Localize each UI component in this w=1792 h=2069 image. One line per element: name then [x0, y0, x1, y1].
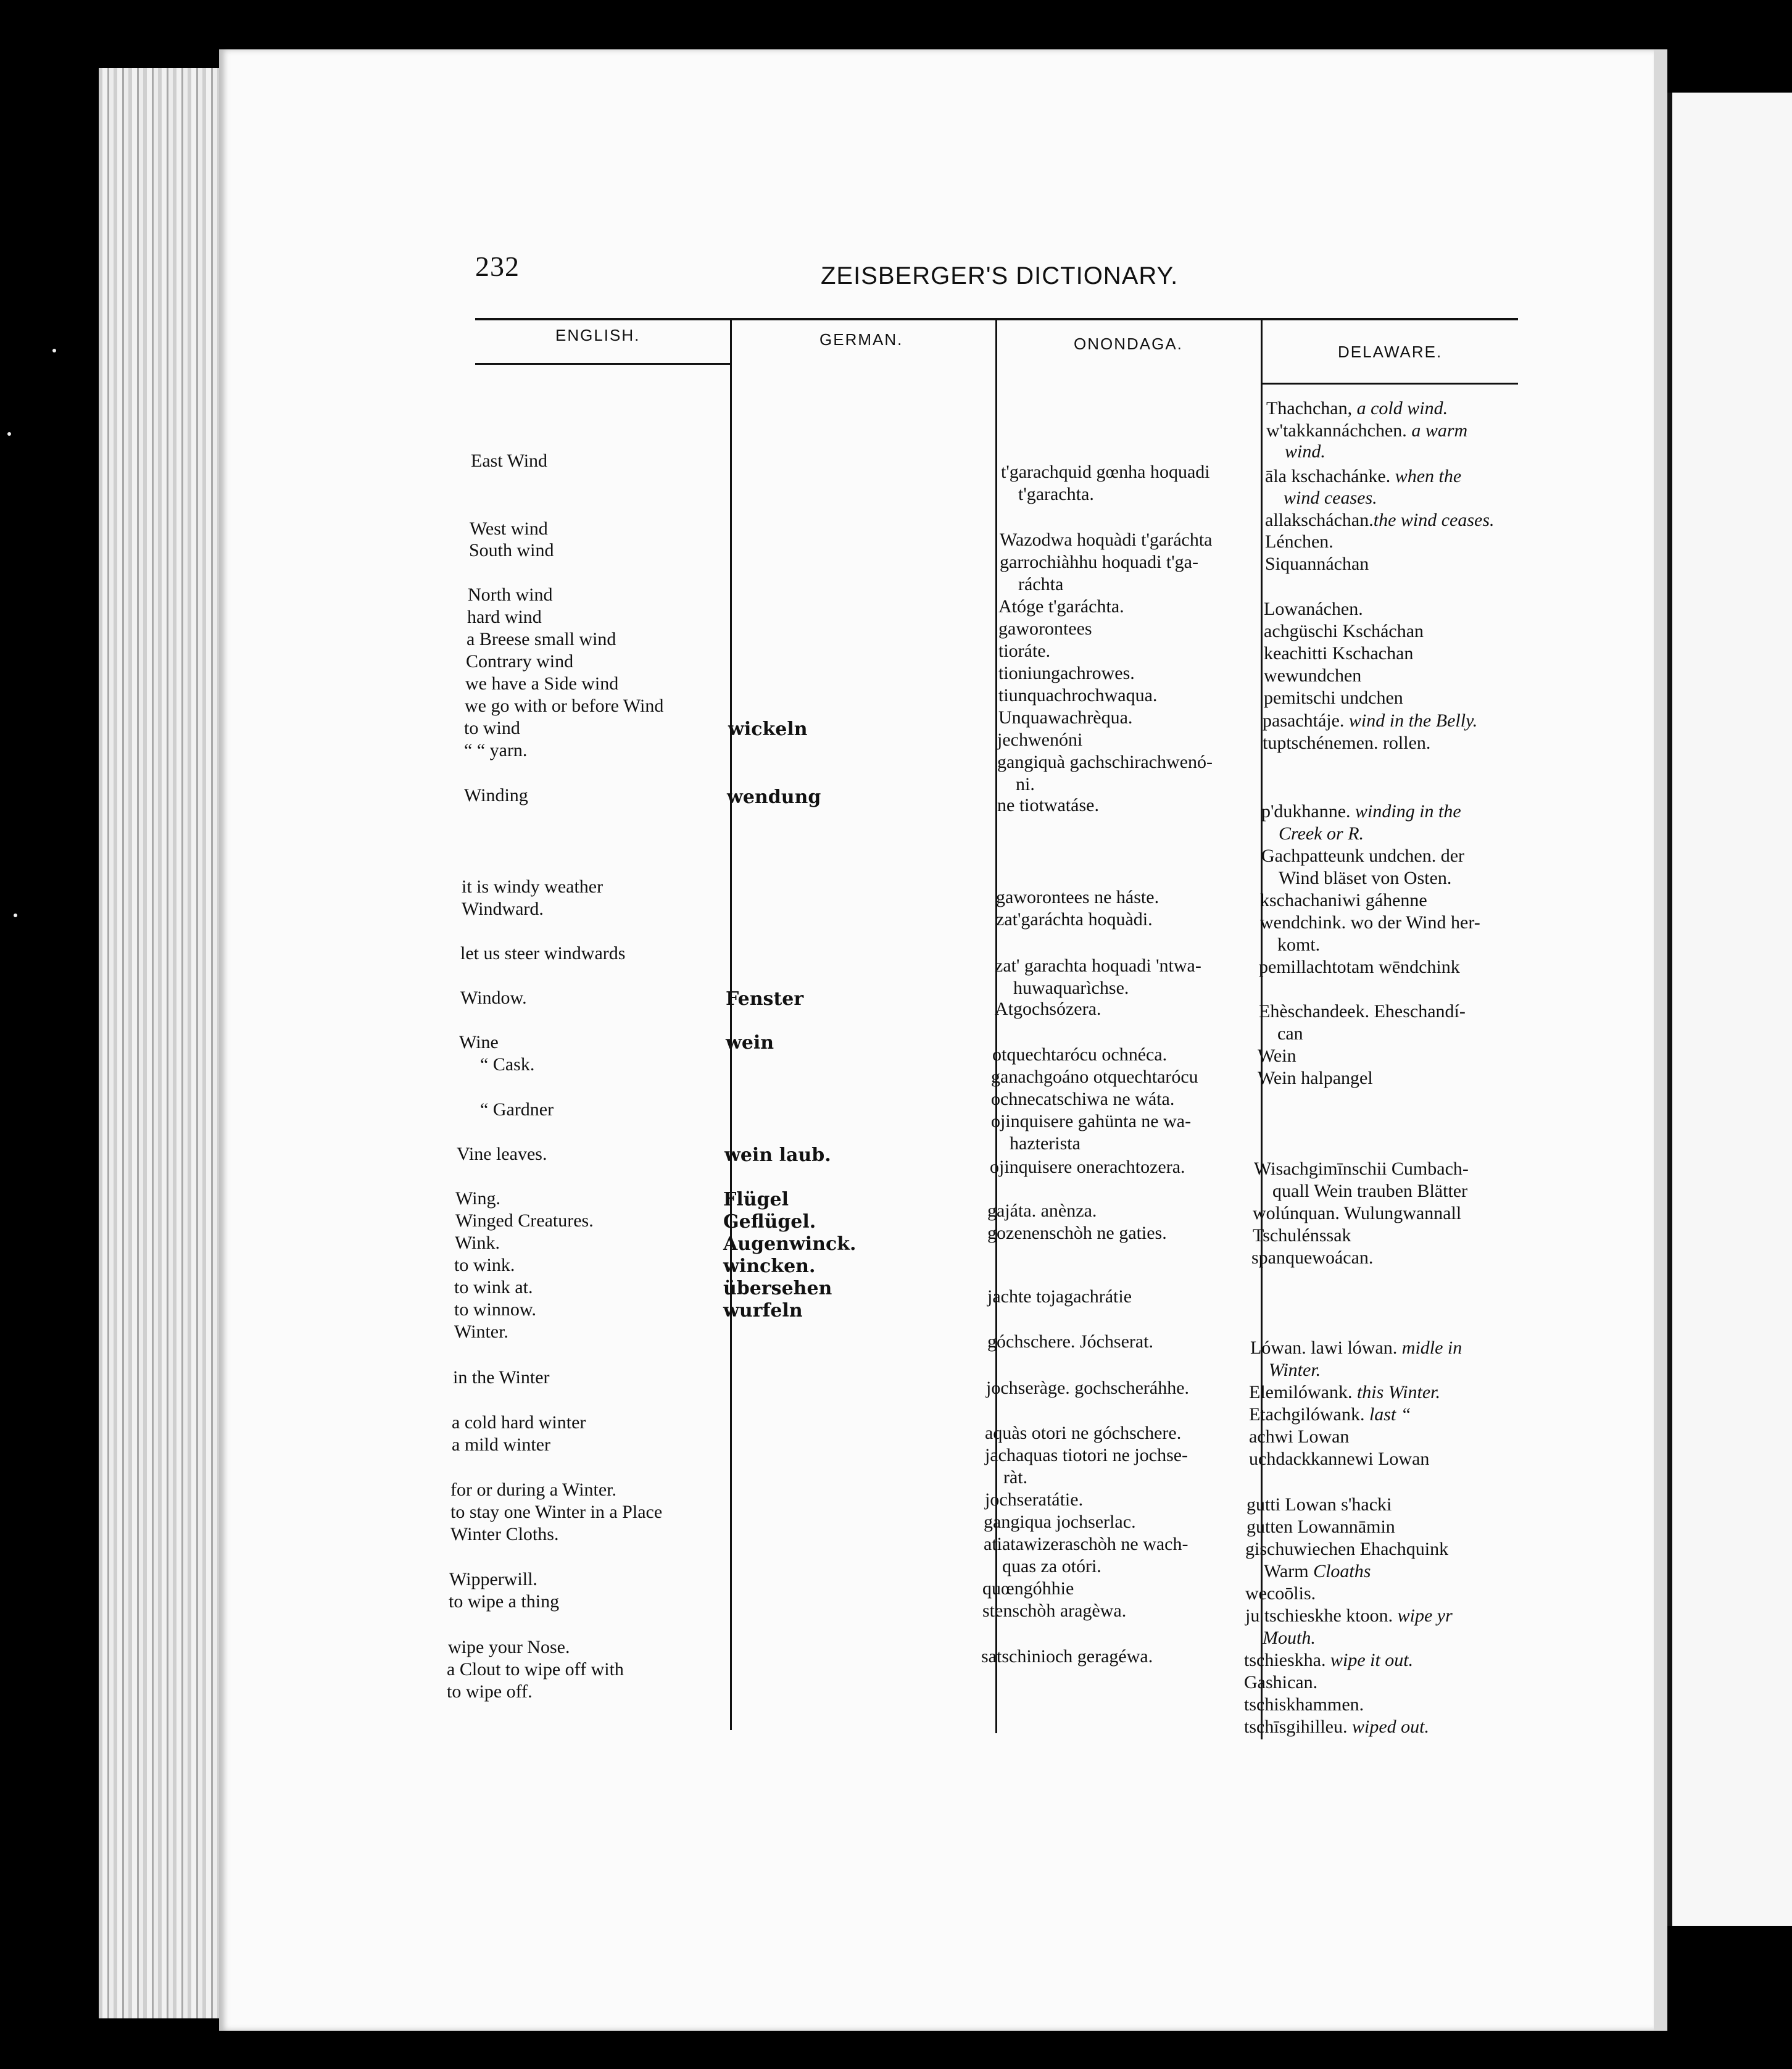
- onondaga-entry: ojinquisere gahünta ne wa-: [991, 1111, 1192, 1131]
- delaware-entry: gutti Lowan s'hacki: [1247, 1494, 1392, 1515]
- delaware-entry: Gashican.: [1244, 1672, 1318, 1692]
- delaware-entry: āla kschachánke. when the: [1265, 466, 1462, 486]
- english-entry: to stay one Winter in a Place: [450, 1502, 663, 1522]
- onondaga-entry: jochseratátie.: [985, 1489, 1084, 1510]
- english-entry: a Clout to wipe off with: [447, 1659, 624, 1680]
- onondaga-entry: tioráte.: [998, 641, 1051, 661]
- delaware-entry: tschīsgihilleu. wiped out.: [1244, 1717, 1429, 1737]
- german-entry: übersehen: [723, 1278, 832, 1299]
- onondaga-entry: t'garachta.: [1018, 484, 1094, 504]
- onondaga-entry: garrochiàhhu hoquadi t'ga-: [1000, 552, 1198, 572]
- delaware-entry: tschieskha. wipe it out.: [1244, 1650, 1414, 1670]
- onondaga-entry: ràt.: [1003, 1467, 1028, 1488]
- onondaga-entry: jechwenóni: [997, 730, 1083, 750]
- onondaga-entry: gozenenschòh ne gaties.: [987, 1223, 1167, 1243]
- onondaga-entry: ne tiotwatáse.: [997, 795, 1099, 815]
- english-entry: a mild winter: [452, 1434, 550, 1455]
- onondaga-entry: ráchta: [1018, 574, 1064, 594]
- delaware-entry: Lowanáchen.: [1264, 599, 1363, 619]
- german-entry: wendung: [727, 786, 821, 808]
- delaware-entry: Etachgilówank. last “: [1249, 1404, 1411, 1425]
- english-entry: South wind: [469, 540, 554, 560]
- german-entry: wurfeln: [723, 1300, 803, 1322]
- delaware-entry: Lénchen.: [1265, 531, 1334, 552]
- running-title: ZEISBERGER'S DICTIONARY.: [821, 262, 1179, 289]
- onondaga-entry: góchschere. Jóchserat.: [987, 1331, 1154, 1352]
- onondaga-entry: jachaquas tiotori ne jochse-: [985, 1445, 1188, 1465]
- english-entry: a Breese small wind: [467, 629, 616, 649]
- delaware-entry: Mouth.: [1263, 1628, 1316, 1648]
- delaware-entry: can: [1277, 1023, 1303, 1044]
- onondaga-entry: aquàs otori ne góchschere.: [985, 1423, 1182, 1443]
- english-entry: for or during a Winter.: [450, 1480, 617, 1500]
- onondaga-entry: zat' garachta hoquadi 'ntwa-: [995, 955, 1201, 976]
- german-entry: Augenwinck.: [723, 1233, 857, 1255]
- english-entry: let us steer windwards: [460, 943, 626, 964]
- onondaga-entry: ni.: [1016, 774, 1035, 794]
- dust-speck: [52, 349, 56, 352]
- onondaga-entry: Wazodwa hoquàdi t'garáchta: [1000, 530, 1213, 550]
- delaware-entry: Thachchan, a cold wind.: [1266, 398, 1448, 418]
- onondaga-entry: Atgochsózera.: [995, 999, 1101, 1019]
- delaware-entry: Ehèschandeek. Eheschandí-: [1259, 1001, 1466, 1022]
- delaware-entry: wecoōlis.: [1245, 1583, 1316, 1604]
- english-entry: Wink.: [455, 1233, 500, 1253]
- german-entry: wein laub.: [724, 1144, 831, 1166]
- delaware-entry: wind ceases.: [1284, 488, 1377, 508]
- english-entry: it is windy weather: [462, 876, 604, 897]
- german-entry: wickeln: [728, 718, 808, 740]
- english-entry: wipe your Nose.: [448, 1637, 570, 1657]
- page-gutter: [1654, 49, 1667, 2031]
- onondaga-entry: ochnecatschiwa ne wáta.: [991, 1089, 1175, 1109]
- column-heading-english: ENGLISH.: [555, 326, 641, 344]
- german-entry: wein: [726, 1032, 774, 1054]
- german-entry: wincken.: [723, 1255, 816, 1277]
- english-entry: we go with or before Wind: [465, 696, 664, 716]
- delaware-entry: tuptschénemen. rollen.: [1263, 733, 1431, 753]
- english-entry: to wink at.: [454, 1277, 533, 1297]
- english-entry: East Wind: [471, 451, 548, 471]
- onondaga-entry: atiatawizeraschòh ne wach-: [984, 1534, 1188, 1554]
- delaware-entry: pasachtáje. wind in the Belly.: [1263, 710, 1478, 731]
- dust-speck: [14, 914, 17, 917]
- english-entry: Window.: [460, 988, 527, 1008]
- onondaga-entry: Atóge t'garáchta.: [998, 596, 1124, 617]
- delaware-entry: pemitschi undchen: [1264, 688, 1403, 708]
- english-entry: West wind: [470, 518, 548, 539]
- english-entry: “ Gardner: [480, 1099, 554, 1120]
- delaware-entry: gutten Lowannāmin: [1247, 1517, 1395, 1537]
- column-heading-onondaga: ONONDAGA.: [1074, 335, 1183, 353]
- english-entry: Vine leaves.: [457, 1144, 547, 1164]
- column-heading-delaware: DELAWARE.: [1338, 343, 1443, 361]
- onondaga-entry: hazterista: [1010, 1133, 1081, 1154]
- delaware-entry: Elemilówank. this Winter.: [1249, 1382, 1440, 1402]
- english-entry: Contrary wind: [466, 651, 574, 672]
- delaware-entry: gischuwiechen Ehachquink: [1245, 1539, 1449, 1559]
- delaware-entry: wewundchen: [1264, 665, 1362, 686]
- delaware-entry: spanquewoácan.: [1251, 1247, 1374, 1268]
- english-entry: Winter.: [454, 1322, 508, 1342]
- delaware-entry: kschachaniwi gáhenne: [1260, 890, 1427, 910]
- column-divider-1: [730, 320, 732, 1730]
- delaware-entry: pemillachtotam wēndchink: [1259, 957, 1460, 977]
- delaware-entry: Wind bläset von Osten.: [1279, 868, 1452, 888]
- delaware-entry: Gachpatteunk undchen. der: [1261, 846, 1465, 866]
- column-heading-german: GERMAN.: [819, 330, 903, 349]
- german-entry: Fenster: [726, 988, 804, 1010]
- delaware-entry: achgüschi Kscháchan: [1264, 621, 1424, 641]
- delaware-entry: ju tschieskhe ktoon. wipe yr: [1245, 1605, 1453, 1626]
- header-rule-english: [475, 363, 731, 365]
- delaware-entry: Siquannáchan: [1265, 554, 1369, 574]
- delaware-entry: wolúnquan. Wulungwannall: [1253, 1203, 1462, 1223]
- delaware-entry: tschiskhammen.: [1244, 1694, 1364, 1715]
- onondaga-entry: quas za otóri.: [1002, 1556, 1101, 1576]
- onondaga-entry: huwaquarìchse.: [1013, 978, 1129, 998]
- english-entry: to wink.: [454, 1255, 515, 1275]
- page-number: 232: [475, 251, 520, 282]
- english-entry: to winnow.: [454, 1299, 537, 1320]
- onondaga-entry: gangiquà gachschirachwenó-: [997, 752, 1213, 772]
- delaware-entry: keachitti Kschachan: [1264, 643, 1414, 664]
- onondaga-entry: tioniungachrowes.: [998, 663, 1135, 683]
- delaware-entry: w'takkannáchchen. a warm: [1266, 420, 1468, 441]
- german-entry: Geflügel.: [723, 1211, 816, 1233]
- english-entry: Wing.: [455, 1188, 500, 1209]
- delaware-entry: Wein: [1258, 1046, 1296, 1066]
- onondaga-entry: t'garachquid gœnha hoquadi: [1001, 462, 1210, 482]
- onondaga-entry: ojinquisere onerachtozera.: [990, 1157, 1185, 1177]
- delaware-entry: komt.: [1277, 935, 1321, 955]
- onondaga-entry: ganachgoáno otquechtarócu: [991, 1067, 1198, 1087]
- onondaga-entry: zat'garáchta hoquàdi.: [996, 909, 1153, 930]
- english-entry: we have a Side wind: [465, 673, 619, 694]
- english-entry: Windward.: [462, 899, 544, 919]
- dust-speck: [7, 432, 11, 436]
- english-entry: to wipe a thing: [449, 1591, 560, 1612]
- facing-page: [1667, 93, 1792, 1926]
- english-entry: “ “ yarn.: [464, 740, 528, 760]
- onondaga-entry: tiunquachrochwaqua.: [998, 685, 1158, 706]
- delaware-entry: Lówan. lawi lówan. midle in: [1250, 1338, 1462, 1358]
- onondaga-entry: jochseràge. gochscheráhhe.: [986, 1378, 1190, 1398]
- english-entry: Winding: [464, 785, 528, 806]
- delaware-entry: Creek or R.: [1279, 823, 1364, 844]
- english-entry: Winter Cloths.: [450, 1524, 559, 1544]
- delaware-entry: Wein halpangel: [1258, 1068, 1373, 1088]
- delaware-entry: achwi Lowan: [1249, 1426, 1350, 1447]
- german-entry: Flügel: [723, 1189, 789, 1210]
- english-entry: Winged Creatures.: [455, 1210, 594, 1231]
- english-entry: in the Winter: [453, 1367, 550, 1388]
- english-entry: hard wind: [467, 607, 542, 627]
- onondaga-entry: quœngóhhie: [982, 1578, 1074, 1599]
- english-entry: Wipperwill.: [449, 1569, 537, 1589]
- english-entry: North wind: [468, 585, 553, 605]
- delaware-entry: Warm Cloaths: [1264, 1561, 1371, 1581]
- onondaga-entry: stenschòh aragèwa.: [982, 1601, 1127, 1621]
- delaware-entry: uchdackkannewi Lowan: [1249, 1449, 1430, 1469]
- onondaga-entry: otquechtarócu ochnéca.: [992, 1044, 1168, 1065]
- delaware-entry: wind.: [1285, 441, 1325, 462]
- onondaga-entry: gaworontees: [998, 618, 1092, 639]
- delaware-entry: quall Wein trauben Blätter: [1272, 1181, 1468, 1201]
- english-entry: a cold hard winter: [452, 1412, 586, 1433]
- onondaga-entry: jachte tojagachrátie: [987, 1286, 1132, 1307]
- delaware-entry: allakscháchan.the wind ceases.: [1265, 510, 1495, 530]
- onondaga-entry: Unquawachrèqua.: [998, 707, 1133, 728]
- delaware-entry: p'dukhanne. winding in the: [1261, 801, 1461, 822]
- english-entry: to wind: [464, 718, 520, 738]
- onondaga-entry: gajáta. anènza.: [987, 1201, 1097, 1221]
- onondaga-entry: gaworontees ne háste.: [996, 887, 1159, 907]
- delaware-entry: Wisachgimīnschii Cumbach-: [1254, 1159, 1469, 1179]
- english-entry: “ Cask.: [480, 1054, 535, 1075]
- onondaga-entry: gangiqua jochserlac.: [984, 1512, 1136, 1532]
- english-entry: Wine: [459, 1032, 499, 1052]
- delaware-entry: Tschulénssak: [1253, 1225, 1351, 1246]
- delaware-entry: Winter.: [1269, 1360, 1321, 1380]
- header-rule-delaware: [1262, 383, 1518, 385]
- delaware-entry: wendchink. wo der Wind her-: [1260, 912, 1480, 933]
- english-entry: to wipe off.: [447, 1681, 533, 1702]
- onondaga-entry: satschinioch geragéwa.: [981, 1646, 1153, 1667]
